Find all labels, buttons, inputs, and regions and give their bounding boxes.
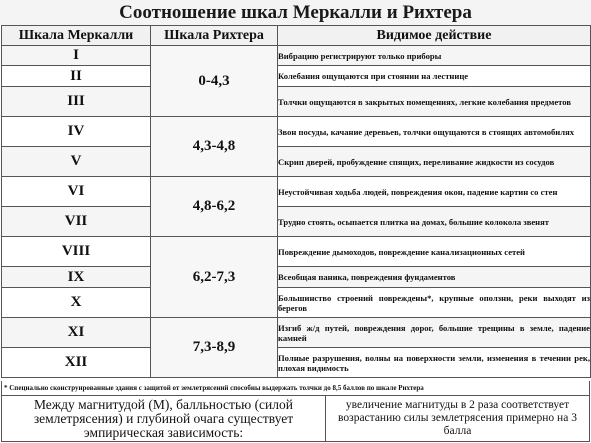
table-row [2, 87, 591, 117]
mercalli-cell: X [2, 288, 151, 318]
richter-cell: 0-4,3 [151, 46, 278, 117]
richter-cell: 4,8-6,2 [151, 177, 278, 237]
relation-text: Между магнитудой (М), балльностью (силой землетрясения) и глубиной очага существует эмпирическая зависимость: [2, 396, 326, 441]
table-row [2, 348, 591, 378]
mercalli-cell: IV [2, 117, 151, 147]
table-row [2, 267, 591, 288]
table-row [2, 207, 591, 237]
mercalli-cell: I [2, 46, 151, 66]
effect-cell: Полные разрушения, волны на поверхности земли, изменения в течении рек, плохая видимость [278, 348, 591, 378]
mercalli-cell: V [2, 147, 151, 177]
table-row [2, 237, 591, 267]
table-row [2, 46, 591, 66]
mercalli-cell: XI [2, 318, 151, 348]
effect-cell: Повреждение дымоходов, повреждение канализационных сетей [278, 237, 591, 267]
effect-cell: Изгиб ж/д путей, повреждения дорог, большие трещины в земле, падение камней [278, 318, 591, 348]
table-row [2, 288, 591, 318]
header-mercalli: Шкала Меркалли [2, 26, 151, 46]
effect-cell: Всеобщая паника, повреждения фундаментов [278, 267, 591, 288]
relation-rule: увеличение магнитуды в 2 раза соответствует возрастанию силы землетрясения примерно на 3 балла [338, 399, 577, 437]
mercalli-cell: VIII [2, 237, 151, 267]
relation-box [1, 396, 590, 442]
effect-cell: Неустойчивая ходьба людей, повреждения окон, падение картин со стен [278, 177, 591, 207]
mercalli-cell: II [2, 66, 151, 87]
effect-cell: Толчки ощущаются в закрытых помещениях, легкие колебания предметов [278, 87, 591, 117]
effect-cell: Вибрацию регистрируют только приборы [278, 46, 591, 66]
header-richter: Шкала Рихтера [151, 26, 278, 46]
page-title: Соотношение шкал Меркалли и Рихтера [0, 0, 591, 25]
table-row [2, 147, 591, 177]
effect-cell: Звон посуды, качание деревьев, толчки ощущаются в стоящих автомобилях [278, 117, 591, 147]
mercalli-cell: IX [2, 267, 151, 288]
effect-cell: Большинство строений повреждены*, крупные оползни, реки выходят из берегов [278, 288, 591, 318]
effect-cell: Трудно стоять, осыпается плитка на домах, большие колокола звенят [278, 207, 591, 237]
table-row [2, 177, 591, 207]
effect-cell: Колебания ощущаются при стоянии на лестнице [278, 66, 591, 87]
richter-cell: 4,3-4,8 [151, 117, 278, 177]
table-row [2, 318, 591, 348]
header-effect: Видимое действие [278, 26, 591, 46]
mercalli-cell: III [2, 87, 151, 117]
effect-cell: Скрип дверей, пробуждение спящих, переливание жидкости из сосудов [278, 147, 591, 177]
richter-cell: 7,3-8,9 [151, 318, 278, 378]
mercalli-cell: VI [2, 177, 151, 207]
richter-cell: 6,2-7,3 [151, 237, 278, 318]
mercalli-cell: VII [2, 207, 151, 237]
scales-table [1, 25, 591, 378]
table-header-row [2, 26, 591, 46]
table-row [2, 66, 591, 87]
footnote: * Специально сконструированные здания с защитой от землетрясений способны выдержать толчки до 8,5 баллов по шкале Рихтера [1, 381, 590, 396]
mercalli-cell: XII [2, 348, 151, 378]
table-row [2, 117, 591, 147]
